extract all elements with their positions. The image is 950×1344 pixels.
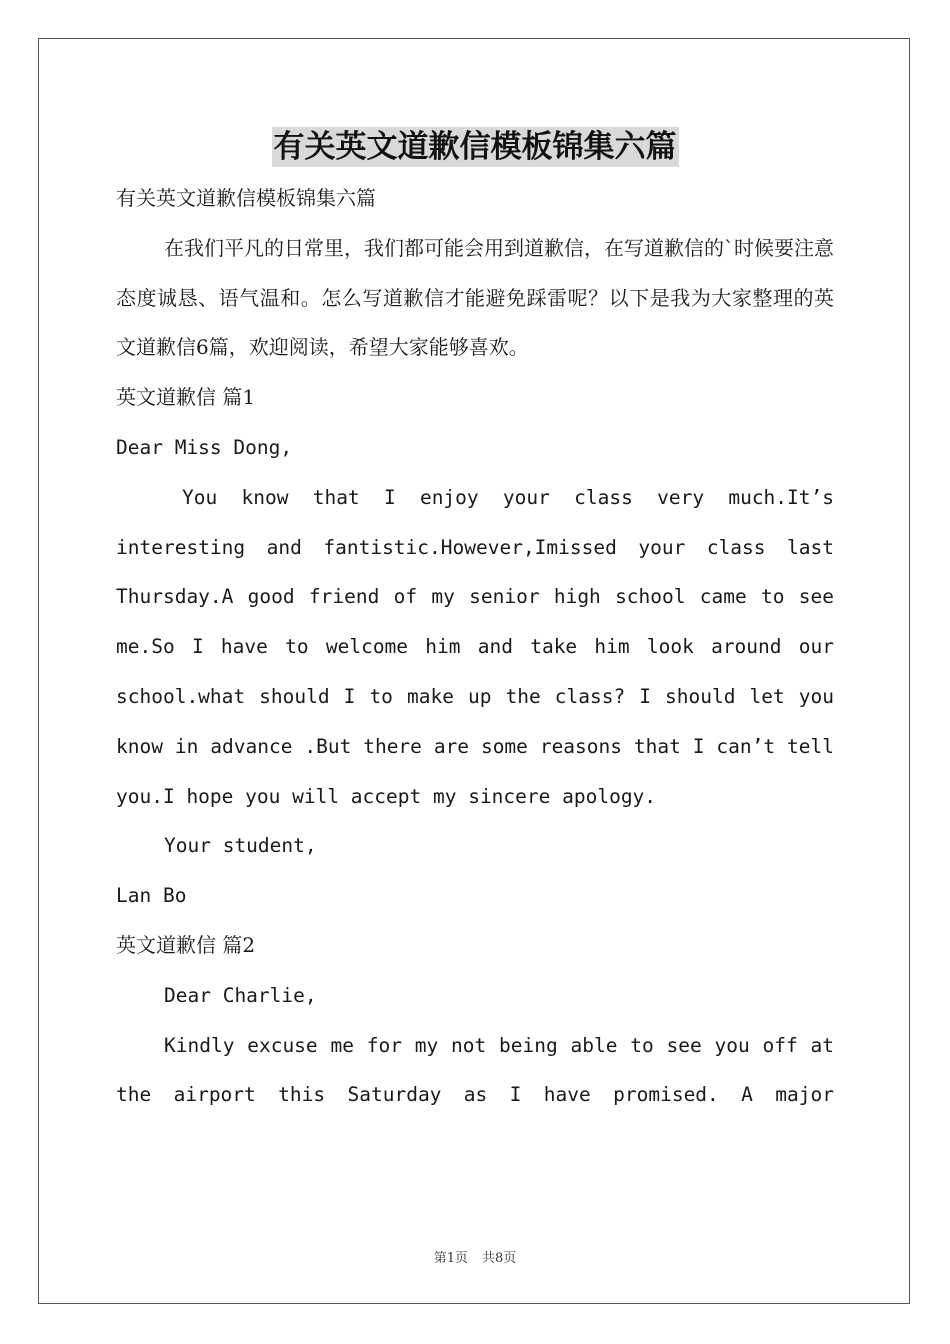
page-footer bbox=[0, 1247, 950, 1266]
closing-1: Your student, bbox=[164, 834, 317, 858]
salutation-1: Dear Miss Dong, bbox=[116, 435, 293, 459]
title-container bbox=[0, 127, 950, 167]
subtitle: 有关英文道歉信模板锦集六篇 bbox=[116, 186, 376, 210]
document-title: 有关英文道歉信模板锦集六篇 bbox=[273, 129, 677, 165]
intro-paragraph: 在我们平凡的日常里，我们都可能会用到道歉信，在写道歉信的`时候要注意态度诚恳、语气温和。怎么写道歉信才能避免踩雷呢？以下是我为大家整理的英文道歉信6篇，欢迎阅读，希望大家能够喜欢。 bbox=[116, 235, 834, 360]
signature-1: Lan Bo bbox=[116, 884, 187, 908]
section-heading-1: 英文道歉信 篇1 bbox=[116, 385, 256, 410]
letter-body-2: Kindly excuse me for my not being able to see you off at the airport this Saturday as I have promised. A major bbox=[116, 1033, 834, 1107]
salutation-2: Dear Charlie, bbox=[164, 983, 317, 1007]
page-number: 第1页 bbox=[433, 1251, 468, 1266]
page-total: 共8页 bbox=[482, 1251, 517, 1266]
document-body bbox=[116, 174, 834, 1120]
section-heading-2: 英文道歉信 篇2 bbox=[116, 932, 256, 957]
letter-body-1: You know that I enjoy your class very much.It’s interesting and fantistic.However,Imissed your class last Thursday.A good friend of my senior high school came to see me.So I have to welcome him and take him look around our school.what should I to make up the class? I should let you know in advance .But there are some reasons that I can’t tell you.I hope you will accept my sincere apology. bbox=[116, 485, 834, 808]
